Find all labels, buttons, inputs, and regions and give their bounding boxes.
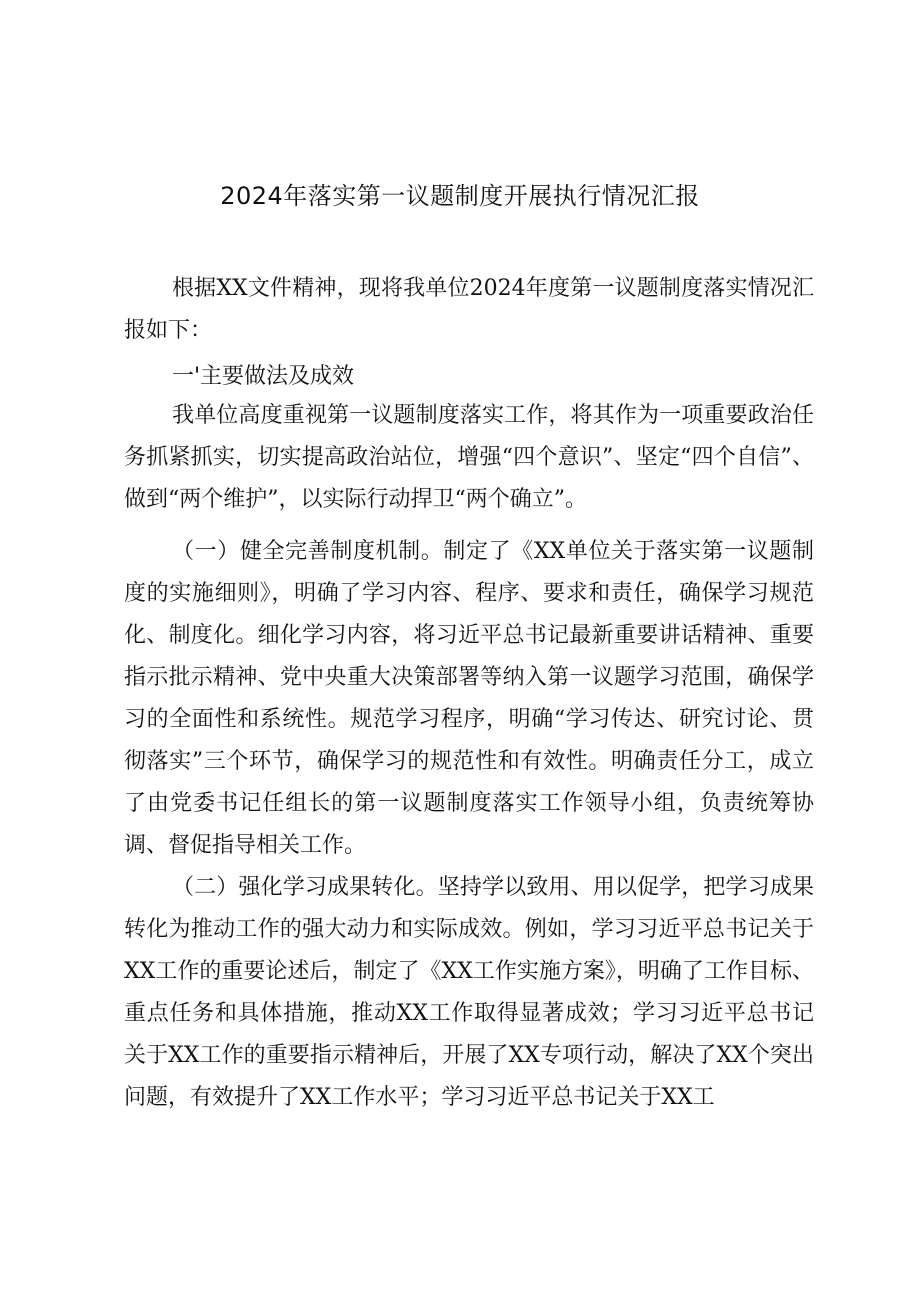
- intro-paragraph: 根据XX文件精神，现将我单位2024年度第一议题制度落实情况汇报如下：: [124, 276, 814, 343]
- body-paragraph: （二）强化学习成果转化。坚持学以致用、用以促学，把学习成果转化为推动工作的强大动力和实际成效。例如，学习习近平总书记关于XX工作的重要论述后，制定了《XX工作实施方案》，明确了工作目标、重点任务和具体措施，推动XX工作取得显著成效；学习习近平总书记关于XX工作的重要指示精神后，开展了XX专项行动，解决了XX个突出问题，有效提升了XX工作水平；学习习近平总书记关于XX工: [124, 875, 814, 1110]
- document-title: 2024年落实第一议题制度开展执行情况汇报: [220, 182, 700, 210]
- body-paragraph: 我单位高度重视第一议题制度落实工作，将其作为一项重要政治任务抓紧抓实，切实提高政治站位，增强“四个意识”、坚定“四个自信”、做到“两个维护”，以实际行动捍卫“两个确立”。: [124, 403, 814, 512]
- section-heading: 一'主要做法及成效: [172, 364, 355, 389]
- body-paragraph: （一）健全完善制度机制。制定了《XX单位关于落实第一议题制度的实施细则》，明确了学习内容、程序、要求和责任，确保学习规范化、制度化。细化学习内容，将习近平总书记最新重要讲话精神、重要指示批示精神、党中央重大决策部署等纳入第一议题学习范围，确保学习的全面性和系统性。规范学习程序，明确“学习传达、研究讨论、贯彻落实”三个环节，确保学习的规范性和有效性。明确责任分工，成立了由党委书记任组长的第一议题制度落实工作领导小组，负责统筹协调、督促指导相关工作。: [124, 539, 814, 858]
